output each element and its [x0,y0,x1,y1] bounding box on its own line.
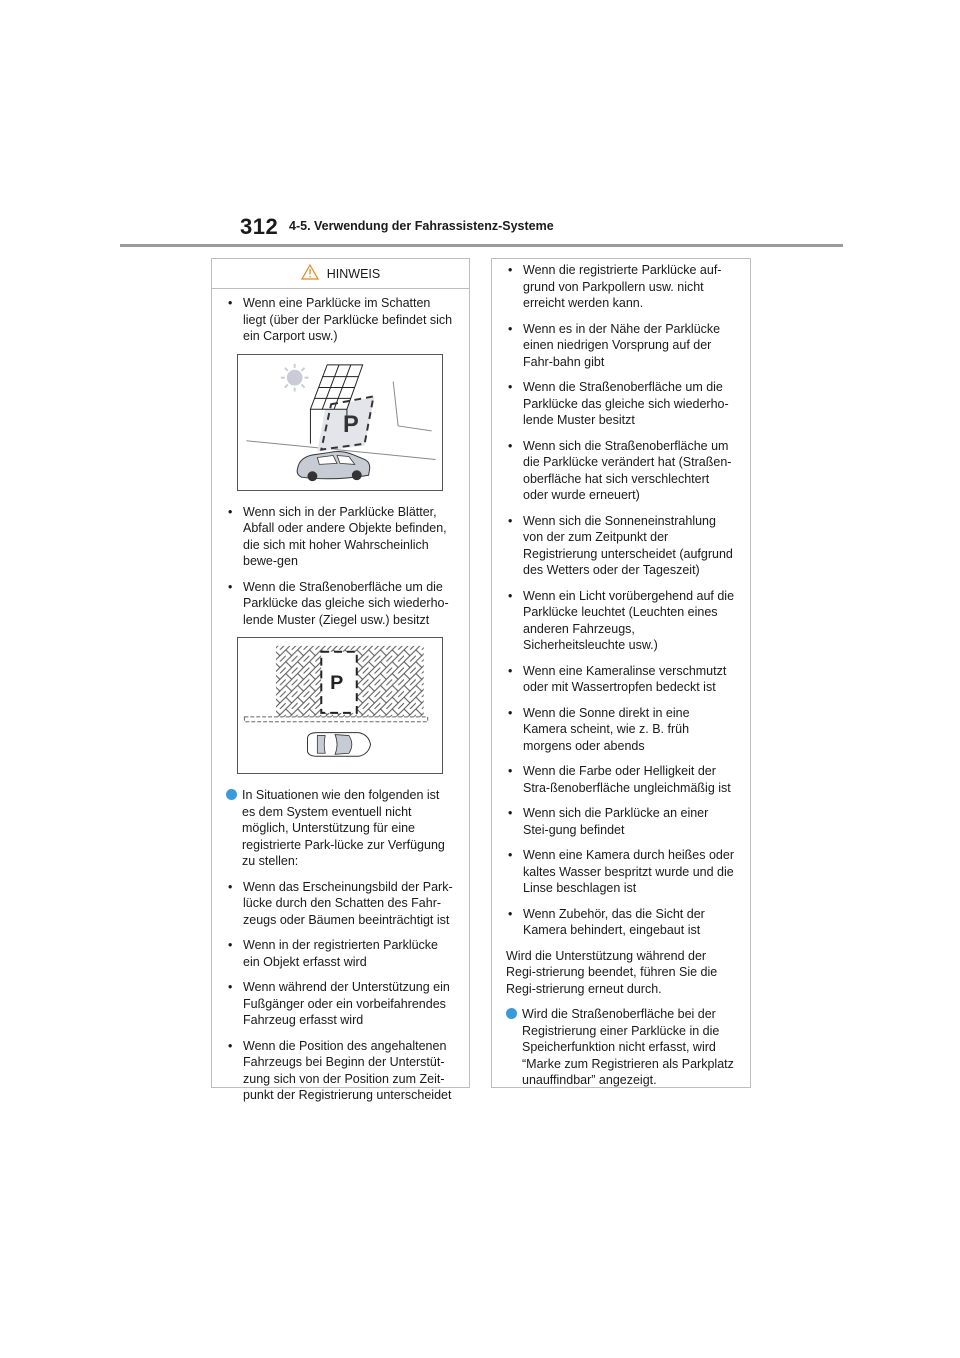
paragraph: Wird die Unterstützung während der Regi-strierung beendet, führen Sie die Regi-strierung erneut durch. [506,948,718,996]
notice-box-right [491,258,751,1088]
list-item: • Wenn die Straßenoberfläche um die Parklücke das gleiche sich wiederho-lende Muster besitzt [506,379,736,429]
list-item: • Wenn Zubehör, das die Sicht der Kamera behindert, eingebaut ist [506,906,736,939]
list-item: In Situationen wie den folgenden ist es dem System eventuell nicht möglich, Unterstützung für eine registrierte Park-lücke zur Verfügung zu stellen: [226,787,455,870]
list-item: • Wenn in der registrierten Parklücke ein Objekt erfasst wird [226,937,455,970]
circle-bullet-icon [506,1008,517,1019]
list-item: Wird die Straßenoberfläche bei der Registrierung einer Parklücke in die Speicherfunktion nicht erfasst, wird “Marke zum Registrieren als Parkplatz unauffindbar” angezeigt. [506,1006,736,1089]
sun-icon [281,363,309,391]
warning-triangle-icon [301,264,319,283]
notice-box-left [211,258,470,1102]
list-item: • Wenn während der Unterstützung ein Fußgänger oder ein vorbeifahrendes Fahrzeug erfasst wird [226,979,455,1029]
carport-illustration [237,354,443,491]
brick-pattern-illustration [237,637,443,774]
list-item: • Wenn die Sonne direkt in eine Kamera scheint, wie z. B. früh morgens oder abends [506,705,736,755]
page-number: 312 [240,214,279,239]
circle-bullet-icon [226,789,237,800]
list-item: • Wenn die registrierte Parklücke auf-grund von Parkpollern usw. nicht erreicht werden kann. [506,262,736,312]
list-item: • Wenn ein Licht vorübergehend auf die Parklücke leuchtet (Leuchten eines anderen Fahrzeugs, Sicherheitsleuchte usw.) [506,588,736,654]
list-item: • Wenn eine Kameralinse verschmutzt oder mit Wassertropfen bedeckt ist [506,663,736,696]
parking-sign-label: P [330,672,344,695]
header-rule [120,244,843,247]
list-item: • Wenn sich in der Parklücke Blätter, Abfall oder andere Objekte befinden, die sich mit hoher Wahrscheinlich bewe-gen [226,504,455,570]
notice-header [212,259,469,289]
list-item: • Wenn sich die Sonneneinstrahlung von der zum Zeitpunkt der Registrierung unterscheidet (aufgrund des Wetters oder der Tageszeit) [506,513,736,579]
list-item: • Wenn die Position des angehaltenen Fahrzeugs bei Beginn der Unterstüt-zung sich von der Position zum Zeit-punkt der Registrierung unterscheidet [226,1038,455,1104]
parking-space-icon [321,652,356,713]
list-item: • Wenn die Farbe oder Helligkeit der Stra-ßenoberfläche ungleichmäßig ist [506,763,736,796]
list-item: • Wenn die Straßenoberfläche um die Parklücke das gleiche sich wiederho-lende Muster (Ziegel usw.) besitzt [226,579,455,629]
parking-sign-label: P [342,411,359,438]
notice-title: HINWEIS [326,266,381,281]
list-item: • Wenn sich die Parklücke an einer Stei-gung befindet [506,805,736,838]
list-item: • Wenn eine Kamera durch heißes oder kaltes Wasser bespritzt wurde und die Linse beschlagen ist [506,847,736,897]
car-icon [307,733,370,757]
section-title: 4-5. Verwendung der Fahrassistenz-Systeme [289,219,554,233]
list-item: • Wenn sich die Straßenoberfläche um die Parklücke verändert hat (Straßen-oberfläche hat sich verschlechtert oder wurde erneuert) [506,438,736,504]
list-item: • Wenn eine Parklücke im Schatten liegt (über der Parklücke befindet sich ein Carport usw.) [226,295,455,345]
car-icon [297,451,370,481]
list-item: • Wenn es in der Nähe der Parklücke einen niedrigen Vorsprung auf der Fahr-bahn gibt [506,321,736,371]
list-item: • Wenn das Erscheinungsbild der Park-lücke durch den Schatten des Fahr-zeugs oder Bäumen beeinträchtigt ist [226,879,455,929]
